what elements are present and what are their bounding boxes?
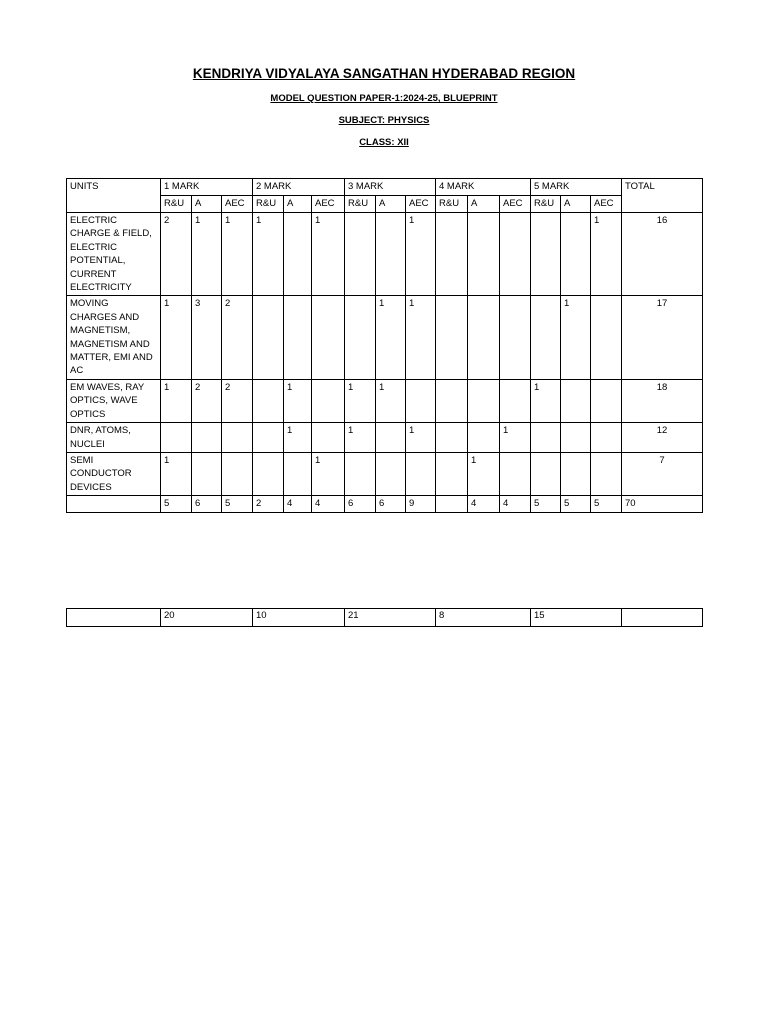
- column-total: 9: [406, 496, 436, 512]
- count-cell: [376, 452, 406, 495]
- count-cell: 1: [284, 379, 312, 422]
- blueprint-table: [66, 178, 703, 513]
- total-header: TOTAL: [622, 179, 703, 213]
- unit-name: MOVING CHARGES AND MAGNETISM, MAGNETISM AND MATTER, EMI AND AC: [67, 296, 161, 379]
- category-header: A: [284, 196, 312, 213]
- count-cell: [468, 296, 500, 379]
- table-row: [67, 213, 703, 296]
- count-cell: 1: [161, 452, 192, 495]
- grand-total: 70: [622, 496, 703, 512]
- mark-group-header: 1 MARK: [161, 179, 253, 196]
- header-row-marks: [67, 179, 703, 196]
- count-cell: [192, 452, 222, 495]
- count-cell: [253, 423, 284, 453]
- count-cell: 1: [284, 423, 312, 453]
- count-cell: [284, 213, 312, 296]
- column-total: 5: [591, 496, 622, 512]
- count-cell: [468, 213, 500, 296]
- summary-cell: 21: [345, 609, 436, 627]
- units-header: UNITS: [67, 179, 161, 213]
- table-row: [67, 423, 703, 453]
- count-cell: [531, 423, 561, 453]
- unit-name: DNR, ATOMS, NUCLEI: [67, 423, 161, 453]
- row-total: 12: [622, 423, 703, 453]
- count-cell: 1: [591, 213, 622, 296]
- count-cell: [468, 423, 500, 453]
- unit-name: ELECTRIC CHARGE & FIELD, ELECTRIC POTENTIAL, CURRENT ELECTRICITY: [67, 213, 161, 296]
- column-total: 6: [345, 496, 376, 512]
- category-header: AEC: [312, 196, 345, 213]
- count-cell: 2: [222, 379, 253, 422]
- count-cell: [531, 452, 561, 495]
- row-total: 7: [622, 452, 703, 495]
- count-cell: 1: [376, 296, 406, 379]
- count-cell: 3: [192, 296, 222, 379]
- count-cell: [531, 296, 561, 379]
- subject-title: SUBJECT: PHYSICS: [338, 115, 430, 126]
- count-cell: [376, 213, 406, 296]
- count-cell: [500, 379, 531, 422]
- summary-cell: [622, 609, 703, 627]
- category-header: AEC: [222, 196, 253, 213]
- category-header: A: [192, 196, 222, 213]
- count-cell: [192, 423, 222, 453]
- category-header: R&U: [161, 196, 192, 213]
- totals-row: [67, 496, 703, 512]
- count-cell: [436, 379, 468, 422]
- count-cell: 2: [192, 379, 222, 422]
- column-total: 5: [222, 496, 253, 512]
- count-cell: 1: [406, 213, 436, 296]
- row-total: 18: [622, 379, 703, 422]
- count-cell: 1: [406, 296, 436, 379]
- category-header: AEC: [500, 196, 531, 213]
- count-cell: [312, 296, 345, 379]
- count-cell: [253, 452, 284, 495]
- unit-name: SEMI CONDUCTOR DEVICES: [67, 452, 161, 495]
- summary-cell: [67, 609, 161, 627]
- row-total: 16: [622, 213, 703, 296]
- summary-table: [66, 608, 703, 627]
- count-cell: [436, 452, 468, 495]
- table-row: [67, 296, 703, 379]
- row-total: 17: [622, 296, 703, 379]
- count-cell: 1: [561, 296, 591, 379]
- count-cell: 1: [345, 423, 376, 453]
- header-row-categories: [67, 196, 703, 213]
- column-total: 5: [561, 496, 591, 512]
- category-header: AEC: [591, 196, 622, 213]
- column-total: [436, 496, 468, 512]
- category-header: R&U: [253, 196, 284, 213]
- count-cell: [253, 296, 284, 379]
- count-cell: 2: [161, 213, 192, 296]
- column-total: 5: [161, 496, 192, 512]
- count-cell: [312, 423, 345, 453]
- column-total: 4: [284, 496, 312, 512]
- class-title: CLASS: XII: [359, 137, 409, 148]
- column-total: 4: [312, 496, 345, 512]
- count-cell: [222, 452, 253, 495]
- category-header: R&U: [531, 196, 561, 213]
- unit-name: EM WAVES, RAY OPTICS, WAVE OPTICS: [67, 379, 161, 422]
- mark-group-header: 4 MARK: [436, 179, 531, 196]
- count-cell: 1: [192, 213, 222, 296]
- count-cell: 1: [500, 423, 531, 453]
- count-cell: [561, 423, 591, 453]
- count-cell: [500, 296, 531, 379]
- summary-cell: 20: [161, 609, 253, 627]
- category-header: AEC: [406, 196, 436, 213]
- count-cell: [591, 379, 622, 422]
- column-total: 6: [192, 496, 222, 512]
- count-cell: [591, 452, 622, 495]
- category-header: R&U: [345, 196, 376, 213]
- count-cell: [500, 452, 531, 495]
- mark-group-header: 3 MARK: [345, 179, 436, 196]
- count-cell: [591, 423, 622, 453]
- category-header: A: [376, 196, 406, 213]
- count-cell: 1: [161, 296, 192, 379]
- count-cell: [345, 452, 376, 495]
- count-cell: 1: [531, 379, 561, 422]
- count-cell: [561, 213, 591, 296]
- count-cell: [406, 452, 436, 495]
- mark-group-header: 2 MARK: [253, 179, 345, 196]
- column-total: 2: [253, 496, 284, 512]
- category-header: A: [468, 196, 500, 213]
- mark-group-header: 5 MARK: [531, 179, 622, 196]
- count-cell: 1: [406, 423, 436, 453]
- count-cell: 1: [468, 452, 500, 495]
- count-cell: 1: [222, 213, 253, 296]
- count-cell: [376, 423, 406, 453]
- count-cell: 1: [253, 213, 284, 296]
- count-cell: [561, 452, 591, 495]
- table-row: [67, 379, 703, 422]
- column-total: 4: [468, 496, 500, 512]
- summary-cell: 10: [253, 609, 345, 627]
- count-cell: 1: [345, 379, 376, 422]
- count-cell: [468, 379, 500, 422]
- document-title: KENDRIYA VIDYALAYA SANGATHAN HYDERABAD REGION: [192, 66, 576, 81]
- totals-label: [67, 496, 161, 512]
- summary-row: [67, 609, 703, 627]
- count-cell: [222, 423, 253, 453]
- count-cell: 2: [222, 296, 253, 379]
- count-cell: [561, 379, 591, 422]
- count-cell: [531, 213, 561, 296]
- count-cell: 1: [161, 379, 192, 422]
- count-cell: [500, 213, 531, 296]
- column-total: 4: [500, 496, 531, 512]
- count-cell: [345, 296, 376, 379]
- count-cell: 1: [312, 213, 345, 296]
- count-cell: [284, 452, 312, 495]
- paper-title: MODEL QUESTION PAPER-1:2024-25, BLUEPRINT: [270, 93, 498, 104]
- column-total: 5: [531, 496, 561, 512]
- count-cell: [161, 423, 192, 453]
- count-cell: [436, 296, 468, 379]
- category-header: R&U: [436, 196, 468, 213]
- table-row: [67, 452, 703, 495]
- count-cell: [312, 379, 345, 422]
- count-cell: [436, 213, 468, 296]
- category-header: A: [561, 196, 591, 213]
- count-cell: [591, 296, 622, 379]
- summary-cell: 15: [531, 609, 622, 627]
- count-cell: 1: [376, 379, 406, 422]
- summary-cell: 8: [436, 609, 531, 627]
- count-cell: 1: [312, 452, 345, 495]
- count-cell: [253, 379, 284, 422]
- count-cell: [406, 379, 436, 422]
- column-total: 6: [376, 496, 406, 512]
- count-cell: [436, 423, 468, 453]
- count-cell: [345, 213, 376, 296]
- count-cell: [284, 296, 312, 379]
